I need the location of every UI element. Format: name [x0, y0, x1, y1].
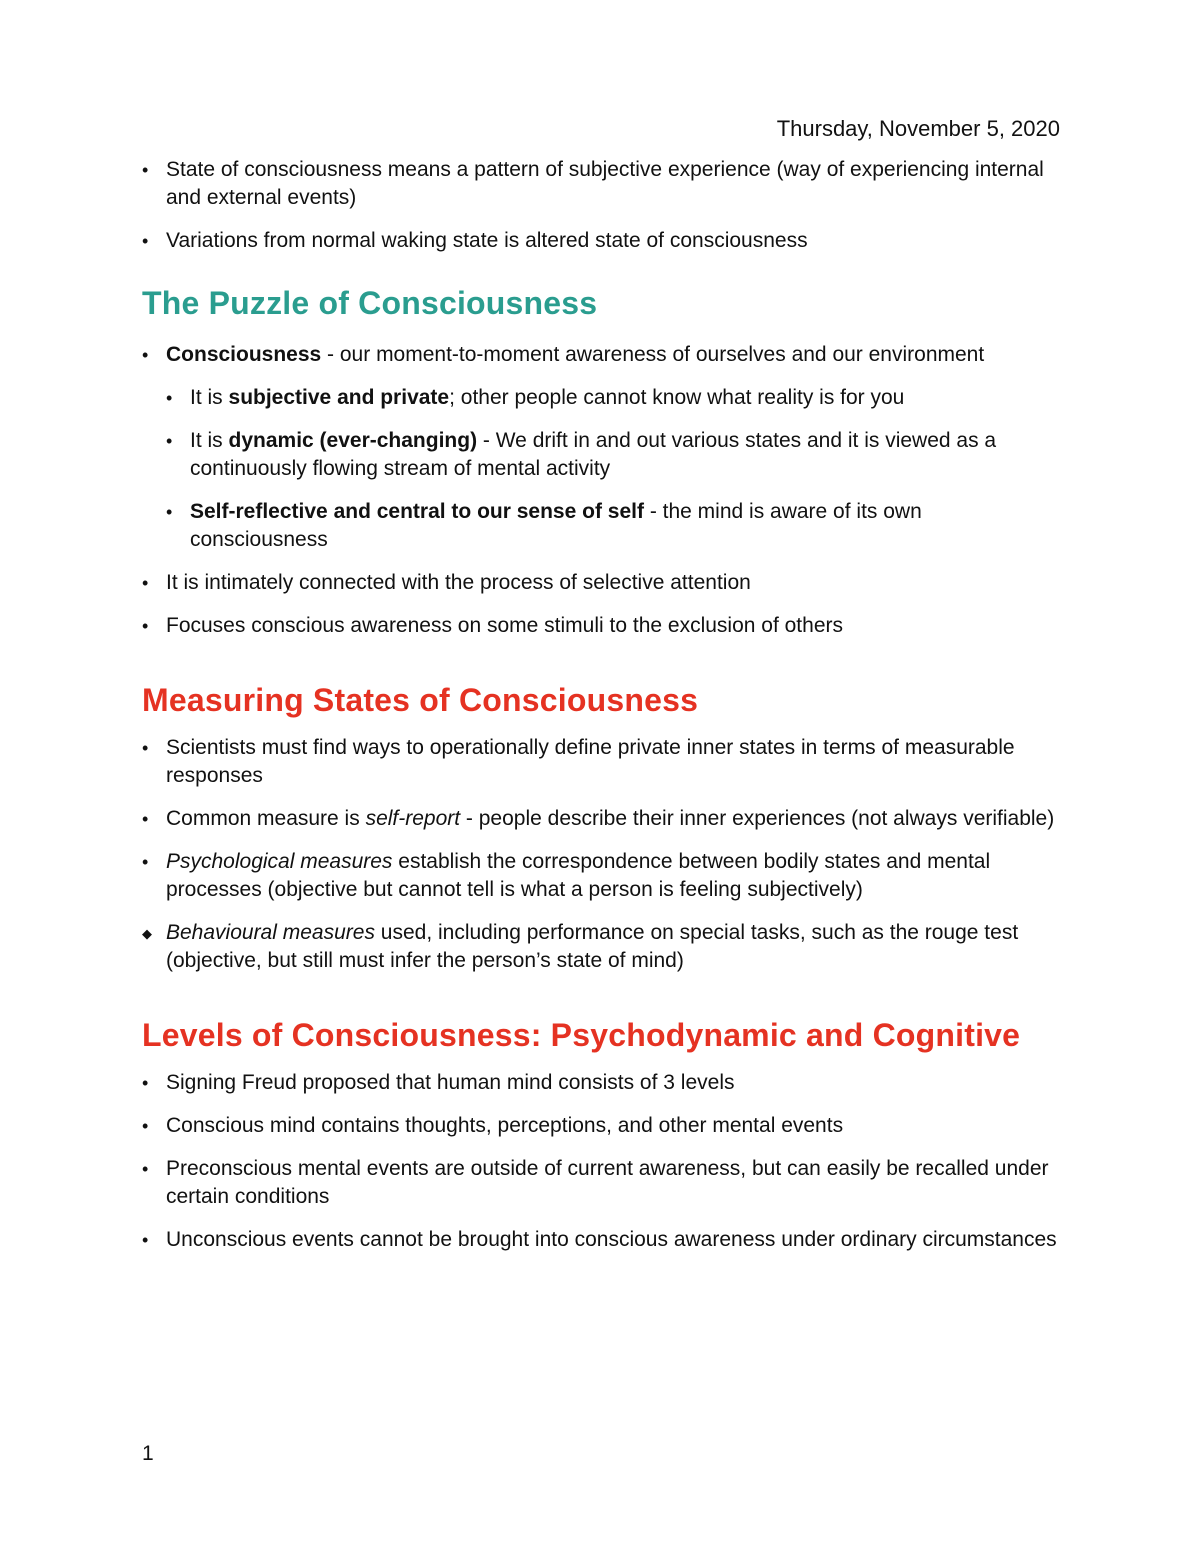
list-item: [142, 919, 1062, 975]
levels-list: [142, 1069, 1062, 1254]
list-item: • State of consciousness means a pattern of subjective experience (way of experiencing internal and external events): [142, 156, 1062, 212]
term-italic: Psychological measures: [166, 850, 393, 873]
term-italic: Behavioural measures: [166, 921, 375, 944]
list-item: • Unconscious events cannot be brought into conscious awareness under ordinary circumstances: [142, 1226, 1062, 1254]
item-text: used, including performance on special tasks, such as the rouge test (objective, but still must infer the person’s state of mind): [166, 921, 1019, 972]
list-item: [142, 848, 1062, 904]
list-item: [166, 427, 1062, 483]
item-text: It is: [190, 386, 229, 409]
list-item: [142, 805, 1062, 833]
list-item: • Focuses conscious awareness on some stimuli to the exclusion of others: [142, 612, 1062, 640]
item-text: ; other people cannot know what reality is for you: [449, 386, 905, 409]
item-text: It is: [190, 429, 229, 452]
sublist-container: [142, 384, 1062, 554]
term-bold: dynamic (ever-changing): [228, 429, 478, 452]
term-bold: subjective and private: [228, 386, 450, 409]
list-item: [166, 384, 1062, 412]
list-item: • Signing Freud proposed that human mind consists of 3 levels: [142, 1069, 1062, 1097]
page-number: 1: [142, 1442, 154, 1465]
measuring-list: [142, 734, 1062, 975]
page-date: Thursday, November 5, 2020: [776, 116, 1060, 141]
puzzle-list: [142, 341, 1062, 640]
item-text: - We drift in and out various states and it is viewed as a continuously flowing stream of mental activity: [190, 429, 997, 480]
puzzle-sublist: [142, 384, 1062, 554]
list-item: [166, 498, 1062, 554]
item-text: Common measure is: [166, 807, 366, 830]
section-heading-measuring: Measuring States of Consciousness: [142, 682, 699, 718]
item-text: - the mind is aware of its own consciousness: [190, 500, 922, 551]
term-bold: Self-reflective and central to our sense of self: [190, 500, 644, 523]
section-heading-levels: Levels of Consciousness: Psychodynamic and Cognitive: [142, 1017, 1021, 1053]
list-item: • Conscious mind contains thoughts, perceptions, and other mental events: [142, 1112, 1062, 1140]
intro-list: [142, 156, 1062, 255]
list-item: [142, 341, 1062, 369]
section-heading-puzzle: The Puzzle of Consciousness: [142, 285, 598, 321]
list-item: • Preconscious mental events are outside of current awareness, but can easily be recalled under certain conditions: [142, 1155, 1062, 1211]
list-item: • Variations from normal waking state is altered state of consciousness: [142, 227, 1062, 255]
item-text: establish the correspondence between bodily states and mental processes (objective but cannot tell is what a person is feeling subjectively): [166, 850, 991, 901]
list-item: • It is intimately connected with the process of selective attention: [142, 569, 1062, 597]
item-text: - people describe their inner experiences (not always verifiable): [460, 807, 1055, 830]
term-italic: self-report: [365, 807, 461, 830]
page-content: [142, 156, 1062, 1269]
item-text: - our moment-to-moment awareness of ourselves and our environment: [321, 343, 985, 366]
term-bold: Consciousness: [166, 343, 322, 366]
list-item: • Scientists must find ways to operationally define private inner states in terms of measurable responses: [142, 734, 1062, 790]
